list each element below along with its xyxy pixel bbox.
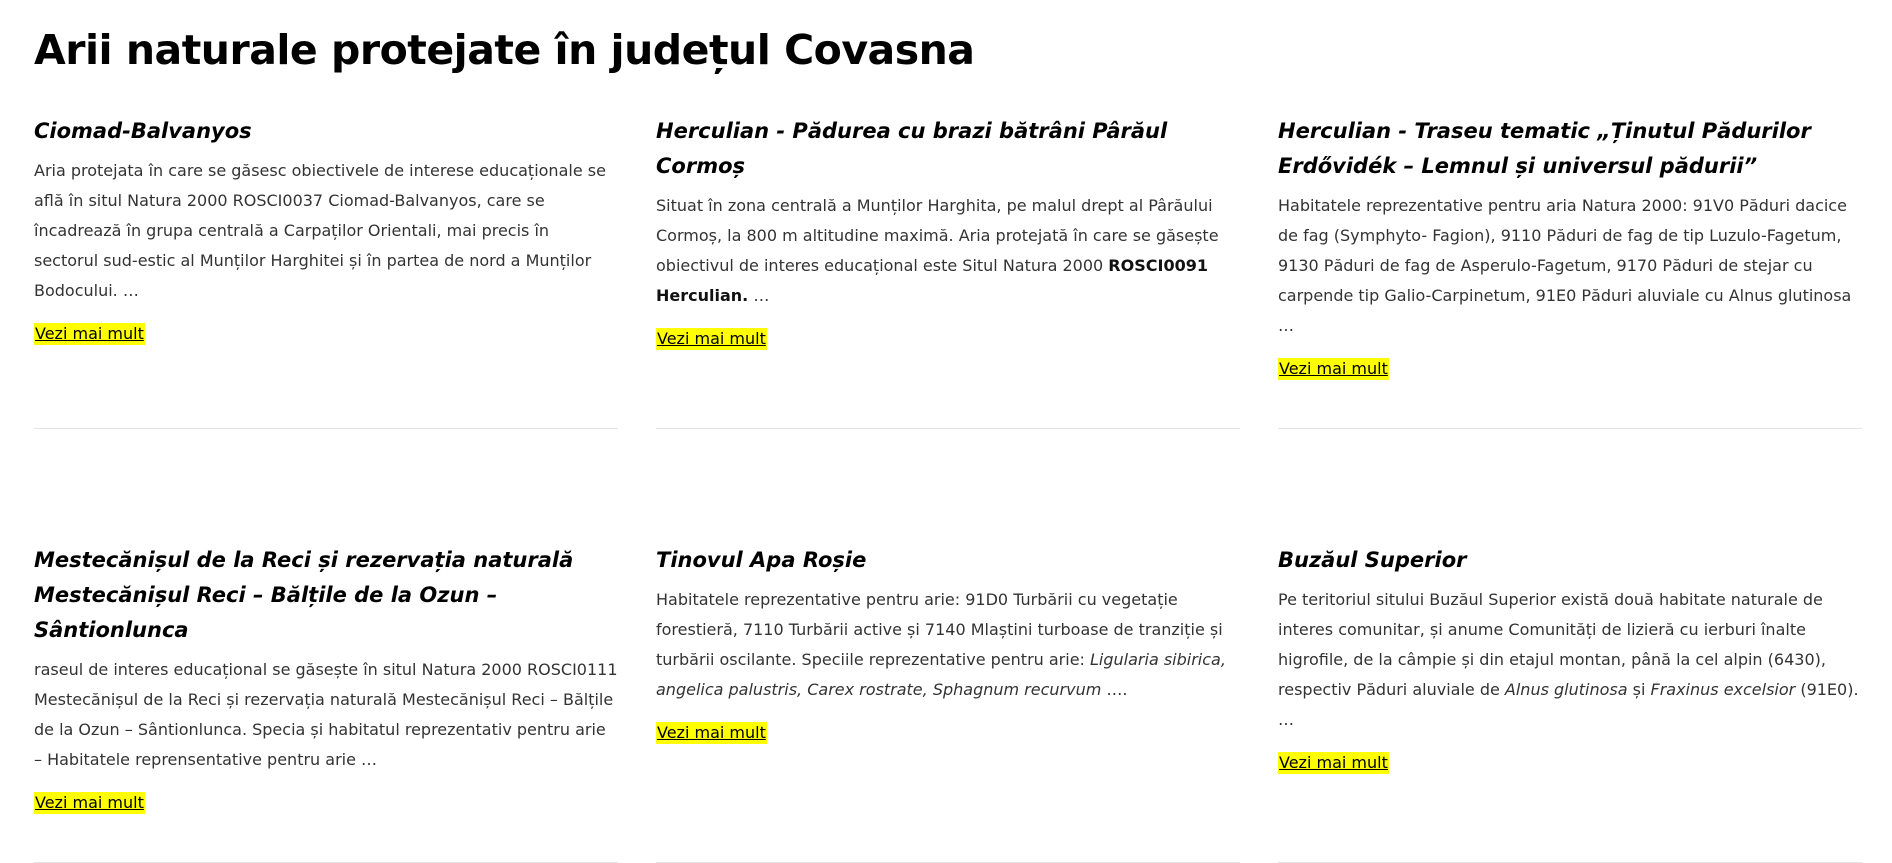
card-title[interactable]: Tinovul Apa Roșie <box>656 548 867 572</box>
card-herculian-traseu <box>1278 114 1862 429</box>
card-excerpt-ellipsis: … <box>748 286 770 305</box>
card-excerpt-text: Situat în zona centrală a Munților Harghita, pe malul drept al Pârăului Cormoș, la 800 m altitudine maximă. Aria protejată în care se găsește obiectivul de interes educațional este Situl Natura 2000 <box>656 196 1219 275</box>
card-excerpt <box>656 191 1240 311</box>
card-excerpt: raseul de interes educațional se găsește în situl Natura 2000 ROSCI0111 Mestecănișul de la Reci și rezervația naturală Mestecănișul Reci – Bălțile de la Ozun – Sântionlunca. Specia și habitatul reprezentativ pentru arie – Habitatele reprensentative pentru arie … <box>34 660 618 769</box>
card-tinovul-apa-rosie <box>656 543 1240 863</box>
read-more-link[interactable]: Vezi mai mult <box>657 723 766 742</box>
card-buzaul-superior <box>1278 543 1862 863</box>
card-excerpt-ellipsis: (91E0). … <box>1278 680 1859 729</box>
card-title[interactable]: Ciomad-Balvanyos <box>34 119 252 143</box>
cards-grid <box>34 114 1858 863</box>
card-excerpt-conjunction: și <box>1627 680 1651 699</box>
card-title[interactable]: Buzăul Superior <box>1278 548 1467 572</box>
card-ciomad-balvanyos <box>34 114 618 429</box>
card-title[interactable]: Mestecănișul de la Reci și rezervația naturală Mestecănișul Reci – Bălțile de la Ozun – Sântionlunca <box>34 548 574 642</box>
read-more-link[interactable]: Vezi mai mult <box>1279 359 1388 378</box>
card-title[interactable]: Herculian - Traseu tematic „Ținutul Pădurilor Erdővidék – Lemnul și universul pădurii” <box>1278 119 1811 178</box>
card-excerpt-species-1: Alnus glutinosa <box>1504 680 1628 699</box>
card-excerpt-species: Ligularia sibirica, angelica palustris, Carex rostrate, Sphagnum recurvum <box>656 650 1226 699</box>
card-excerpt: Aria protejata în care se găsesc obiectivele de interese educaționale se află în situl Natura 2000 ROSCI0037 Ciomad-Balvanyos, care se încadrează în grupa centrală a Carpaților Orientali, mai precis în sectorul sud-estic al Munților Harghitei și în partea de nord a Munților Bodocului. … <box>34 161 606 300</box>
read-more-link[interactable]: Vezi mai mult <box>1279 753 1388 772</box>
card-excerpt <box>656 585 1240 705</box>
card-excerpt-text: Habitatele reprezentative pentru arie: 91D0 Turbării cu vegetație forestieră, 7110 Turbării active și 7140 Mlaștini turboase de tranziție și turbării oscilante. Speciile reprezentative pentru arie: <box>656 590 1223 669</box>
card-excerpt-site-code: ROSCI0091 Herculian. <box>656 256 1208 305</box>
card-excerpt-text: Pe teritoriul sitului Buzăul Superior există două habitate naturale de interes comunitar, și anume Comunități de lizieră cu ierburi înalte higrofile, de la câmpie și din etajul montan, până la cel alpin (6430), respectiv Păduri aluviale de <box>1278 590 1826 699</box>
read-more-link[interactable]: Vezi mai mult <box>35 324 144 343</box>
row-spacer <box>34 429 1862 543</box>
card-herculian-padurea <box>656 114 1240 429</box>
card-mestecanisul-reci <box>34 543 618 863</box>
card-excerpt-species-2: Fraxinus excelsior <box>1650 680 1796 699</box>
card-excerpt: Habitatele reprezentative pentru aria Natura 2000: 91V0 Păduri dacice de fag (Symphyto- Fagion), 9110 Păduri de fag de tip Luzulo-Fagetum, 9130 Păduri de fag de Asperulo-Fagetum, 9170 Păduri de stejar cu carpende tip Galio-Carpinetum, 91E0 Păduri aluviale cu Alnus glutinosa … <box>1278 196 1852 335</box>
read-more-link[interactable]: Vezi mai mult <box>35 793 144 812</box>
card-excerpt-ellipsis: …. <box>1101 680 1128 699</box>
read-more-link[interactable]: Vezi mai mult <box>657 329 766 348</box>
page-title: Arii naturale protejate în județul Covasna <box>34 26 975 74</box>
card-excerpt <box>1278 585 1862 735</box>
card-title[interactable]: Herculian - Pădurea cu brazi bătrâni Pârăul Cormoș <box>656 119 1168 178</box>
